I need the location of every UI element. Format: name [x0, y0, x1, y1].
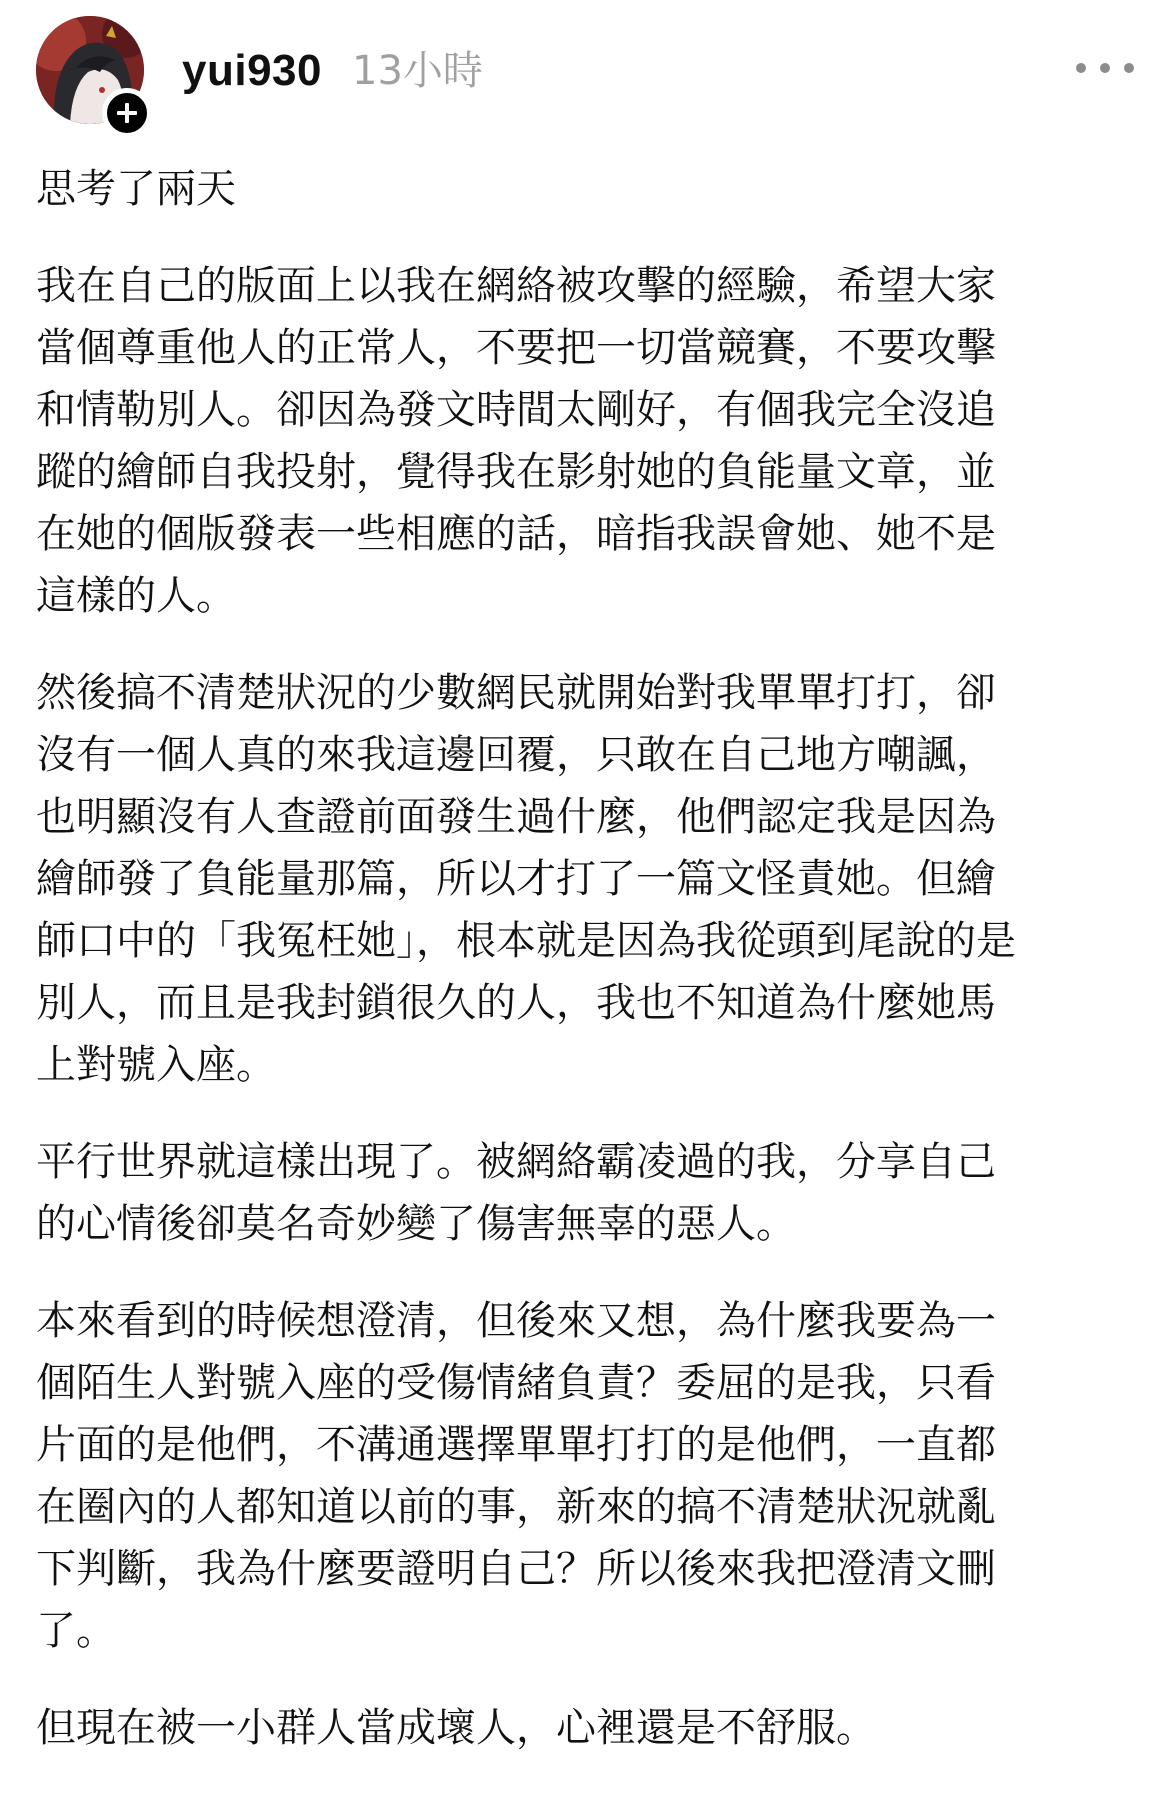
more-options-button[interactable]	[1076, 56, 1134, 80]
post-timestamp: 13小時	[352, 48, 483, 94]
more-dot	[1100, 63, 1110, 73]
author-username[interactable]: yui930	[182, 46, 322, 95]
post-paragraph: 思考了兩天	[36, 166, 236, 212]
follow-button[interactable]	[102, 88, 152, 138]
more-horizontal-icon	[1076, 63, 1086, 73]
post-paragraph: 本來看到的時候想澄清，但後來又想，為什麼我要為一 個陌生人對號入座的受傷情緒負責？委屈的是我，只看 片面的是他們，不溝通選擇單單打打的是他們，一直都 在圈內的人都知道以前的事，新來的搞不清楚狀況就亂 下判斷，我為什麼要證明自己？所以後來我把澄清文刪 了。	[36, 1298, 996, 1654]
post-paragraph: 我在自己的版面上以我在網絡被攻擊的經驗，希望大家 當個尊重他人的正常人，不要把一切當競賽，不要攻擊 和情勒別人。卻因為發文時間太剛好，有個我完全沒追 蹤的繪師自我投射，覺得我在影射她的負能量文章，並 在她的個版發表一些相應的話，暗指我誤會她、她不是 這樣的人。	[36, 263, 996, 619]
post-body	[36, 158, 1140, 1794]
more-dot	[1124, 63, 1134, 73]
avatar-container[interactable]	[36, 16, 146, 126]
plus-icon	[116, 102, 138, 124]
post-header	[36, 16, 1134, 136]
post-paragraph: 然後搞不清楚狀況的少數網民就開始對我單單打打，卻 沒有一個人真的來我這邊回覆，只敢在自己地方嘲諷， 也明顯沒有人查證前面發生過什麼，他們認定我是因為 繪師發了負能量那篇，所以才打了一篇文怪責她。但繪 師口中的「我冤枉她」，根本就是因為我從頭到尾說的是 別人，而且是我封鎖很久的人，我也不知道為什麼她馬 上對號入座。	[36, 670, 1016, 1088]
post-paragraph: 平行世界就這樣出現了。被網絡霸凌過的我，分享自己 的心情後卻莫名奇妙變了傷害無辜的惡人。	[36, 1139, 996, 1247]
post-paragraph: 但現在被一小群人當成壞人，心裡還是不舒服。	[36, 1705, 876, 1751]
